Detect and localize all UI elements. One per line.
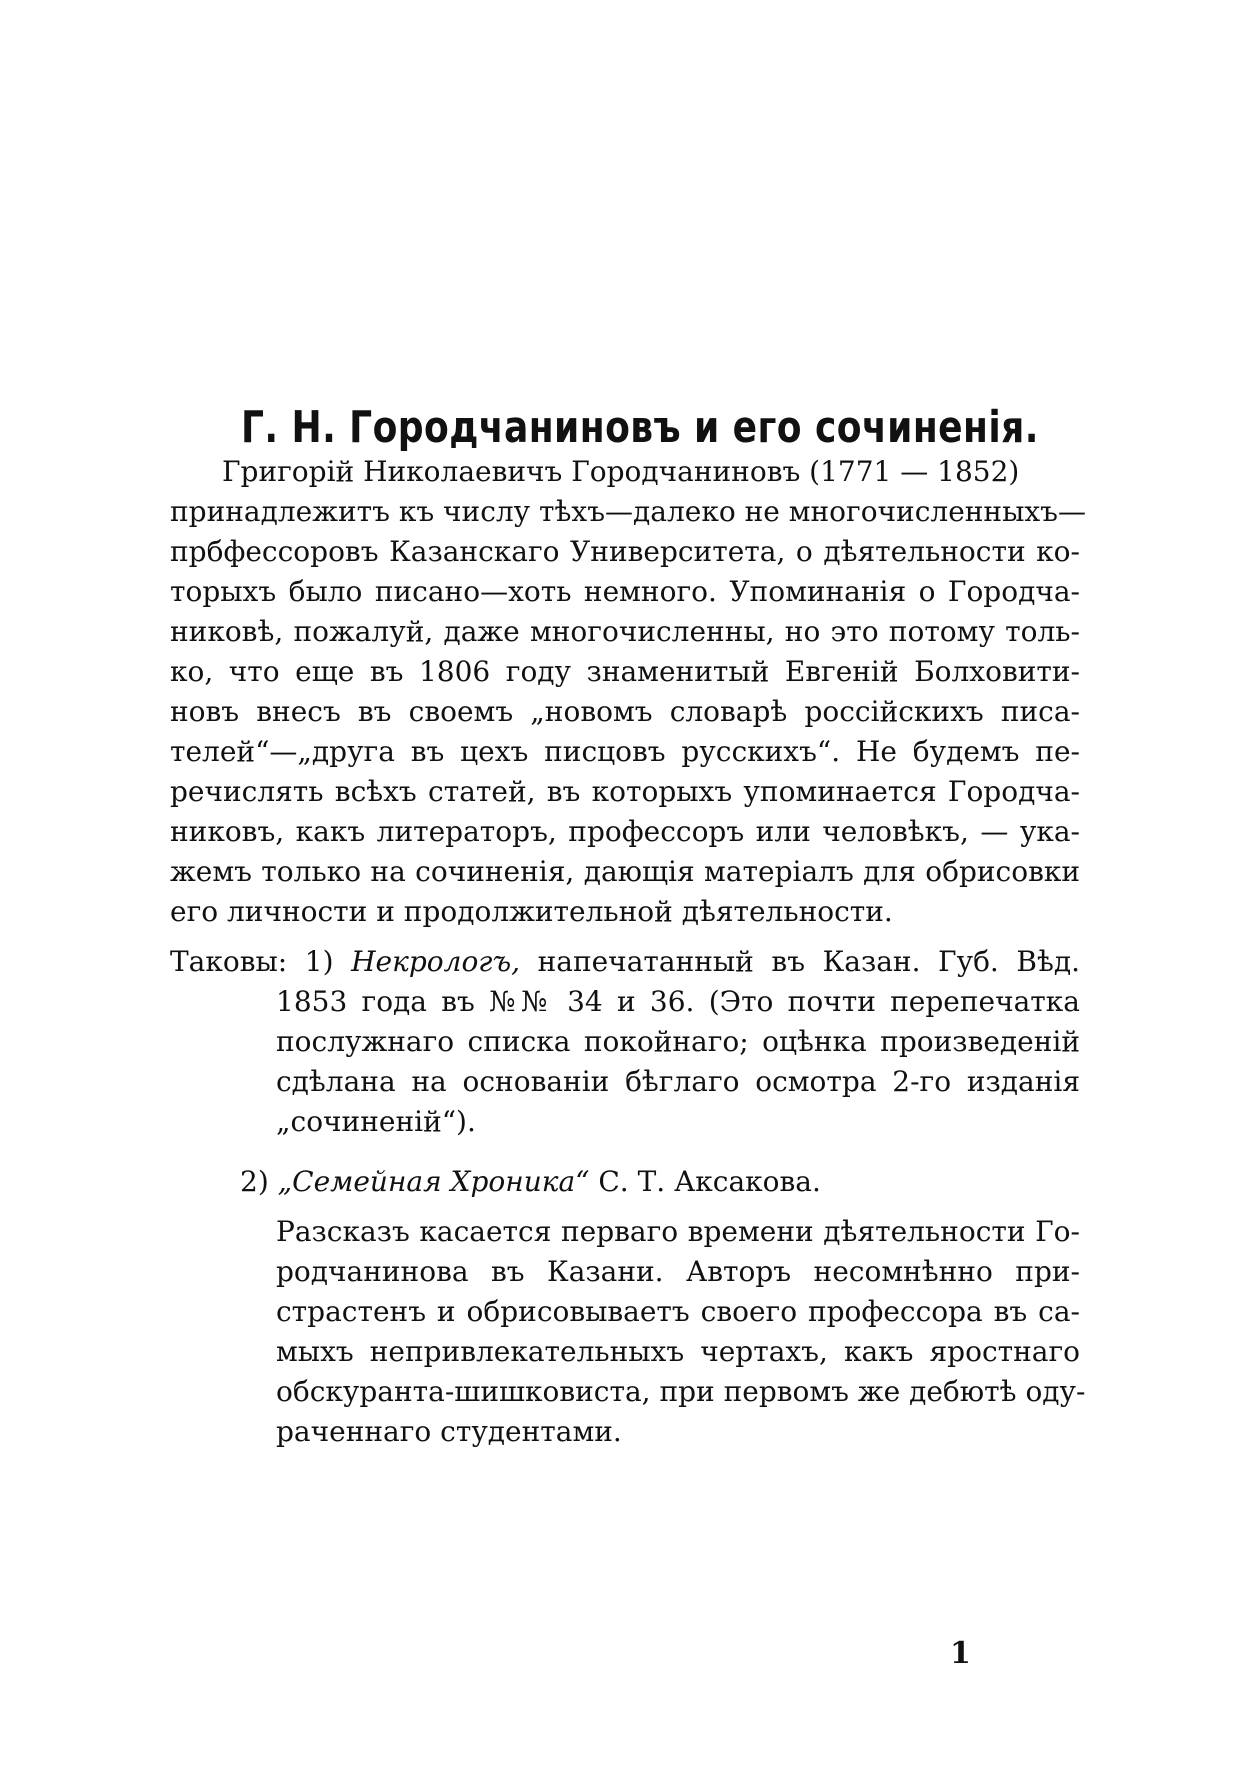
item-2-title: „Семейная Хроника“ — [277, 1165, 590, 1198]
intro-line-3: прбфессоровъ Казанскаго Университета, о дѣятельности ко- — [170, 535, 1080, 568]
item-1-line-1: 1853 года въ №№ 34 и 36. (Это почти перепечатка — [276, 985, 1080, 1018]
item-2-rest: С. Т. Аксакова. — [589, 1165, 821, 1198]
item-2-line-6: раченнаго студентами. — [276, 1415, 622, 1448]
item-2-heading — [240, 1162, 1080, 1202]
item-1-title: Некрологъ, — [351, 945, 521, 978]
intro-line-10: никовъ, какъ литераторъ, профессоръ или человѣкъ, — ука- — [170, 815, 1080, 848]
intro-line-12: его личности и продолжительной дѣятельности. — [170, 895, 893, 928]
item-1-line-2: послужнаго списка покойнаго; оцѣнка произведеній — [276, 1025, 1080, 1058]
intro-line-6: ко, что еще въ 1806 году знаменитый Евгеній Болховити- — [170, 655, 1080, 688]
intro-line-9: речислять всѣхъ статей, въ которыхъ упоминается Городча- — [170, 775, 1080, 808]
item-1-rest: напечатанный въ Казан. Губ. Вѣд. — [520, 945, 1081, 978]
item-2-lead: 2) — [240, 1165, 278, 1198]
item-1-heading — [170, 942, 1080, 982]
item-1-line-3: сдѣлана на основаніи бѣглаго осмотра 2-го изданія — [276, 1065, 1080, 1098]
page-number: 1 — [950, 1636, 971, 1671]
intro-line-7: новъ внесъ въ своемъ „новомъ словарѣ россійскихъ писа- — [170, 695, 1080, 728]
item-2-line-1: Разсказъ касается перваго времени дѣятельности Го- — [276, 1215, 1080, 1248]
item-1-lead: Таковы: 1) — [170, 945, 352, 978]
item-1-line-4: „сочиненій“). — [276, 1105, 476, 1138]
item-2-line-2: родчанинова въ Казани. Авторъ несомнѣнно при- — [276, 1255, 1080, 1288]
item-2-line-5: обскуранта-шишковиста, при первомъ же дебютѣ оду- — [276, 1375, 1086, 1408]
intro-line-2: принадлежитъ къ числу тѣхъ—далеко не многочисленныхъ— — [170, 495, 1086, 528]
item-2-line-4: мыхъ непривлекательныхъ чертахъ, какъ яростнаго — [276, 1335, 1080, 1368]
intro-line-11: жемъ только на сочиненія, дающія матеріалъ для обрисовки — [170, 855, 1080, 888]
page-title: Г. Н. Городчаниновъ и его сочиненія. — [241, 402, 1039, 453]
intro-line-8: телей“—„друга въ цехъ писцовъ русскихъ“. Не будемъ пе- — [170, 735, 1080, 768]
item-2-line-3: страстенъ и обрисовываетъ своего профессора въ са- — [276, 1295, 1080, 1328]
intro-line-4: торыхъ было писано—хоть немного. Упоминанія о Городча- — [170, 575, 1080, 608]
intro-line-1: Григорій Николаевичъ Городчаниновъ (1771 — 1852) — [222, 455, 1020, 488]
intro-line-5: никовѣ, пожалуй, даже многочисленны, но это потому толь- — [170, 615, 1080, 648]
